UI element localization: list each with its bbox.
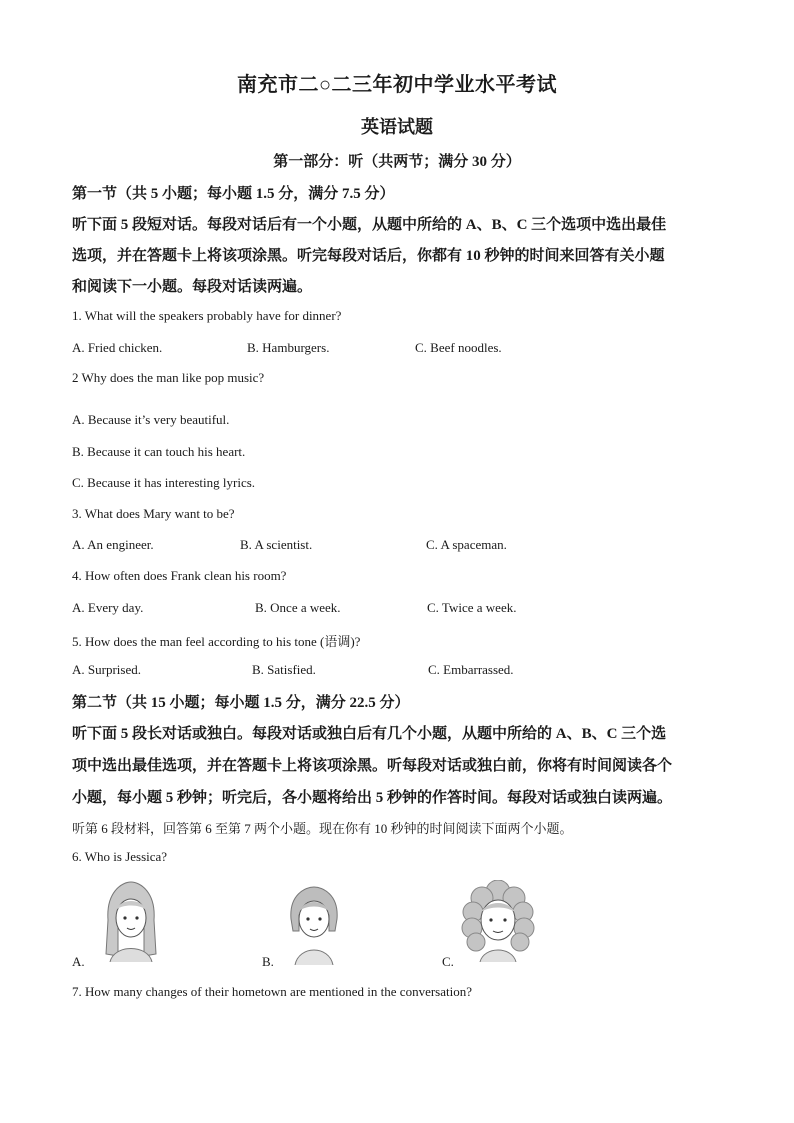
- option-c: C. Beef noodles.: [415, 340, 502, 355]
- girl-short-hair-image: [285, 885, 343, 965]
- option-c: C. A spaceman.: [426, 537, 507, 552]
- option-b: B. A scientist.: [240, 537, 313, 552]
- girl-curly-hair-image: [460, 880, 536, 962]
- question-stem: 7. How many changes of their hometown are mentioned in the conversation?: [72, 984, 472, 999]
- section1-instruction-line: 选项，并在答题卡上将该项涂黑。听完每段对话后，你都有 10 秒钟的时间来回答有关小题: [72, 248, 665, 264]
- section2-instruction-line: 听下面 5 段长对话或独白。每段对话或独白后有几个小题，从题中所给的 A、B、C 三个选: [72, 726, 667, 742]
- option-c: C. Because it has interesting lyrics.: [72, 475, 256, 490]
- option-b: B. Once a week.: [255, 600, 341, 615]
- question-stem: 1. What will the speakers probably have for dinner?: [72, 308, 342, 323]
- option-b: B. Satisfied.: [252, 662, 316, 677]
- girl-long-hair-image: [100, 880, 162, 962]
- exam-title: 南充市二○二三年初中学业水平考试: [236, 74, 558, 96]
- option-a: A. An engineer.: [72, 537, 154, 552]
- option-a: A. Every day.: [72, 600, 144, 615]
- section2-note: 听第 6 段材料，回答第 6 至第 7 两个小题。现在你有 10 秒钟的时间阅读下面两个小题。: [72, 821, 573, 836]
- question-stem: 4. How often does Frank clean his room?: [72, 568, 287, 583]
- question-stem: 3. What does Mary want to be?: [72, 506, 235, 521]
- option-a: A. Fried chicken.: [72, 340, 163, 355]
- section2-instruction-line: 小题，每小题 5 秒钟；听完后，各小题将给出 5 秒钟的作答时间。每段对话或独白读两遍。: [72, 790, 673, 806]
- option-a: A. Because it’s very beautiful.: [72, 412, 230, 427]
- exam-subject: 英语试题: [361, 117, 433, 137]
- question-stem: 6. Who is Jessica?: [72, 849, 168, 864]
- option-b: B. Because it can touch his heart.: [72, 444, 246, 459]
- option-a: A.: [72, 954, 85, 969]
- section2-instruction-line: 项中选出最佳选项，并在答题卡上将该项涂黑。听每段对话或独白前，你将有时间阅读各个: [72, 758, 673, 774]
- section2-heading: 第二节（共 15 小题；每小题 1.5 分，满分 22.5 分）: [72, 695, 410, 711]
- section1-instruction-line: 听下面 5 段短对话。每段对话后有一个小题，从题中所给的 A、B、C 三个选项中选出最佳: [72, 217, 667, 233]
- option-c: C. Twice a week.: [427, 600, 517, 615]
- option-c: C. Embarrassed.: [428, 662, 514, 677]
- option-b: B.: [262, 954, 274, 969]
- option-b: B. Hamburgers.: [247, 340, 330, 355]
- section1-instruction-line: 和阅读下一小题。每段对话读两遍。: [72, 279, 313, 295]
- question-stem: 5. How does the man feel according to his tone (语调)?: [72, 634, 361, 649]
- question-stem: 2 Why does the man like pop music?: [72, 370, 265, 385]
- option-a: A. Surprised.: [72, 662, 141, 677]
- part-heading: 第一部分：听（共两节；满分 30 分）: [273, 154, 521, 170]
- option-c: C.: [442, 954, 454, 969]
- section1-heading: 第一节（共 5 小题；每小题 1.5 分，满分 7.5 分）: [72, 186, 395, 202]
